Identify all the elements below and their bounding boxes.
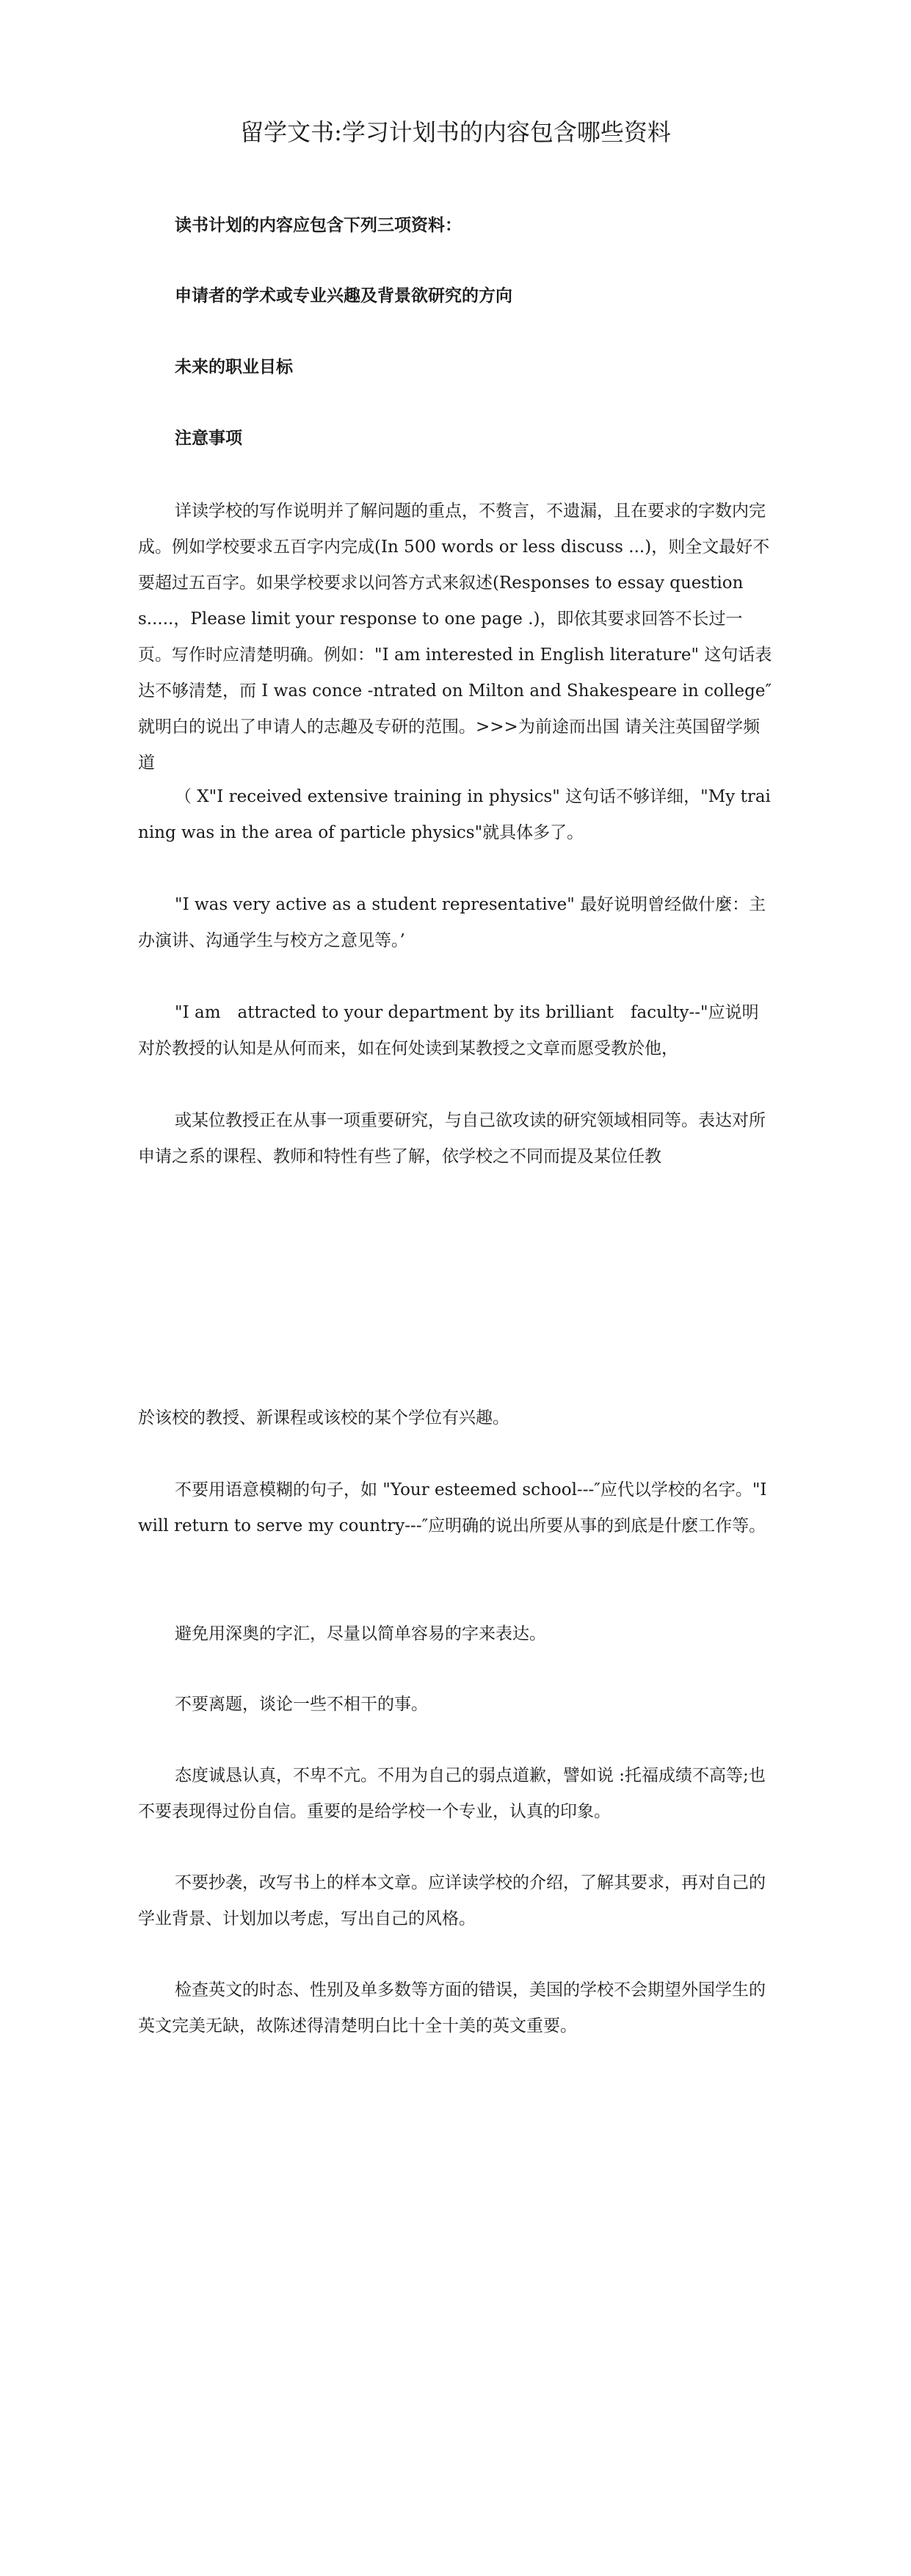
paragraph-simple-words: 避免用深奥的字汇，尽量以简单容易的字来表达。 bbox=[175, 1624, 546, 1643]
heading-academic-interest: 申请者的学术或专业兴趣及背景欲研究的方向 bbox=[175, 286, 512, 305]
paragraph-vague-sentences: 不要用语意模糊的句子，如 "Your esteemed school---″应代以学校的名字。"I will return to serve my country---″应明确的说出所要从事的到底是什麽工作等。 bbox=[138, 1480, 767, 1535]
paragraph-physics-example: （ X"I received extensive training in physics" 这句话不够详细，"My training was in the area of particle physics"就具体多了。 bbox=[138, 787, 771, 842]
heading-contents-intro: 读书计划的内容应包含下列三项资料： bbox=[175, 215, 462, 235]
paragraph-no-plagiarism: 不要抄袭，改写书上的样本文章。应详读学校的介绍，了解其要求，再对自己的学业背景、计划加以考虑，写出自己的风格。 bbox=[138, 1873, 766, 1928]
paragraph-continuation: 於该校的教授、新课程或该校的某个学位有兴趣。 bbox=[138, 1408, 509, 1428]
paragraph-writing-instructions: 详读学校的写作说明并了解问题的重点，不赘言，不遗漏，且在要求的字数内完成。例如学校要求五百字内完成(In 500 words or less discuss ...)，则全文最好不要超过五百字。如果学校要求以问答方式来叙述(Responses to essay questions.....，Please limit your response to one page .)，即依其要求回答不长过一页。写作时应清楚明确。例如："I am interested in English literature" 这句话表达不够清楚，而 I was conce -ntrated on Milton and Shakespeare in college″ 就明白的说出了申请人的志趣及专研的范围。>>>为前途而出国 请关注英国留学频道 bbox=[138, 502, 772, 773]
paragraph-faculty-example: "I am attracted to your department by its brilliant faculty--"应说明对於教授的认知是从何而来，如在何处读到某教授之文章而愿受教於他， bbox=[138, 1003, 759, 1058]
paragraph-professor-research: 或某位教授正在从事一项重要研究，与自己欲攻读的研究领域相同等。表达对所申请之系的课程、教师和特性有些了解，依学校之不同而提及某位任教 bbox=[138, 1111, 766, 1166]
paragraph-stay-on-topic: 不要离题，谈论一些不相干的事。 bbox=[175, 1695, 428, 1714]
heading-notes: 注意事项 bbox=[175, 428, 242, 448]
heading-career-goal: 未来的职业目标 bbox=[175, 357, 293, 377]
paragraph-student-rep-example: "I was very active as a student representative" 最好说明曾经做什麼：主办演讲、沟通学生与校方之意见等。’ bbox=[138, 895, 766, 950]
paragraph-check-english: 检查英文的时态、性别及单多数等方面的错误，美国的学校不会期望外国学生的英文完美无缺，故陈述得清楚明白比十全十美的英文重要。 bbox=[138, 1980, 766, 2036]
paragraph-sincere-attitude: 态度诚恳认真，不卑不亢。不用为自己的弱点道歉，譬如说 :托福成绩不高等;也不要表现得过份自信。重要的是给学校一个专业，认真的印象。 bbox=[138, 1766, 766, 1821]
document-title: 留学文书:学习计划书的内容包含哪些资料 bbox=[240, 118, 671, 146]
